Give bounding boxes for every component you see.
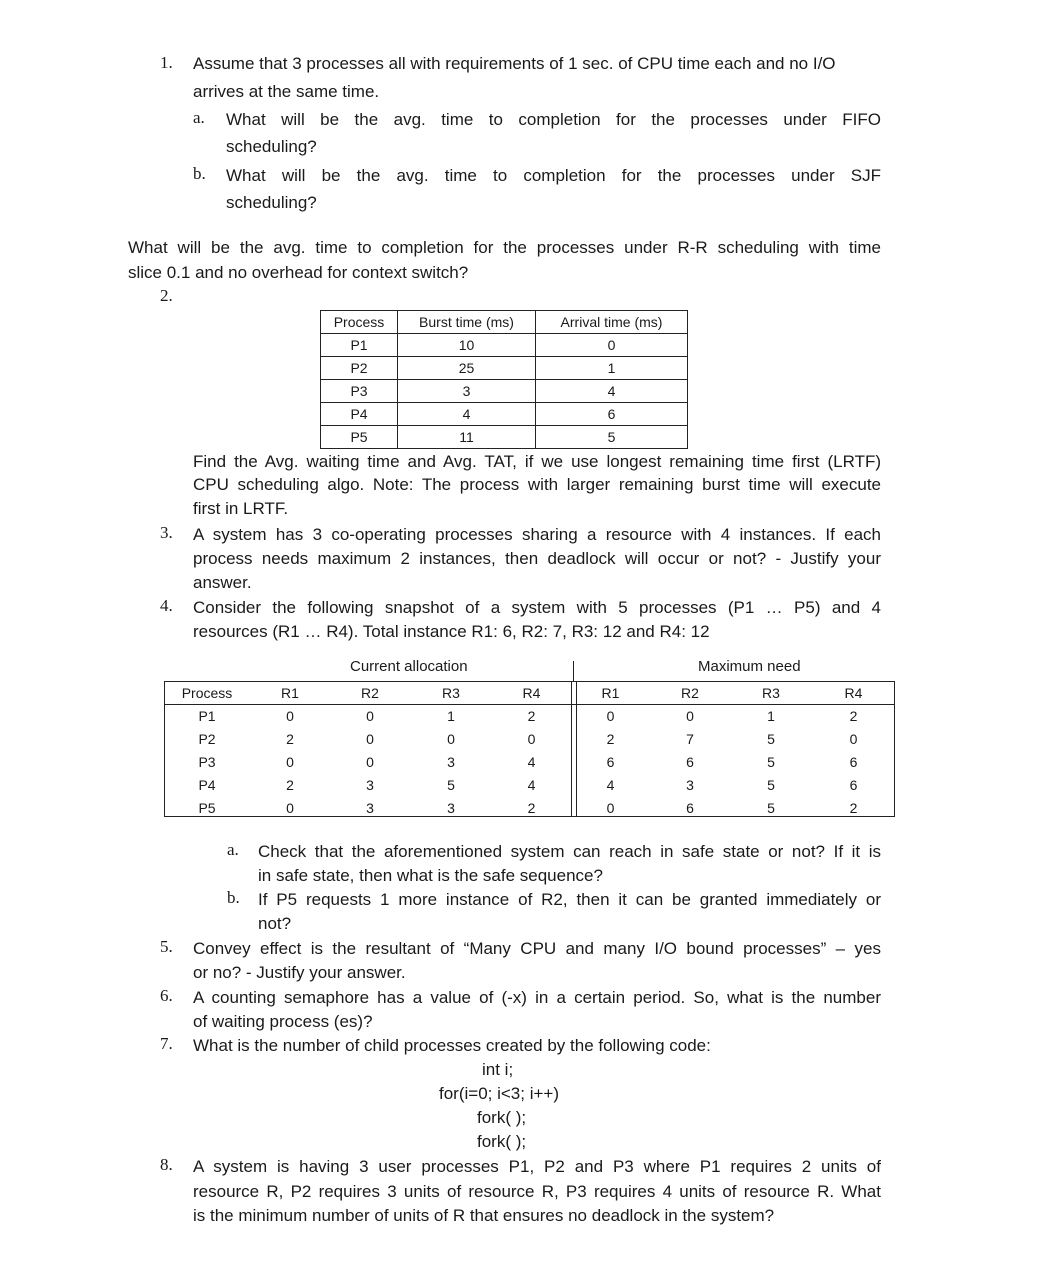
table-cell: 1 — [536, 357, 688, 380]
question-text: of waiting process (es)? — [193, 1012, 373, 1031]
table-cell: 6 — [849, 753, 858, 770]
table-cell: 3 — [398, 380, 536, 403]
table-cell: P4 — [198, 776, 216, 793]
table-cell: 2 — [527, 707, 536, 724]
table-header: R4 — [844, 684, 863, 701]
table-row — [321, 380, 688, 403]
table-cell: 6 — [606, 753, 615, 770]
table-cell: 2 — [606, 730, 615, 747]
table-header: R3 — [442, 684, 460, 701]
table-row — [321, 334, 688, 357]
question-text: If P5 requests 1 more instance of R2, then it can be granted immediately or — [258, 890, 881, 909]
table-cell: 3 — [447, 799, 455, 816]
table-cell: 1 — [767, 707, 775, 724]
table-cell: 0 — [286, 707, 294, 724]
table-header: R1 — [281, 684, 299, 701]
table-cell: 0 — [447, 730, 455, 747]
table-header: Burst time (ms) — [398, 311, 536, 334]
table-cell: 4 — [527, 753, 536, 770]
header-divider — [573, 661, 574, 681]
table-cell: 4 — [527, 776, 536, 793]
table-cell: 6 — [849, 776, 858, 793]
table-cell: P5 — [198, 799, 216, 816]
question-text: A system is having 3 user processes P1, P2 and P3 where P1 requires 2 units of — [193, 1157, 881, 1176]
question-text: arrives at the same time. — [193, 82, 380, 101]
table-cell: 0 — [686, 707, 694, 724]
sub-label: b. — [193, 164, 206, 183]
table-cell: 3 — [686, 776, 694, 793]
question-number: 3. — [160, 523, 173, 542]
sub-label: a. — [193, 108, 205, 127]
table-cell: 2 — [286, 730, 294, 747]
table-cell: 0 — [849, 730, 858, 747]
table-cell: 10 — [398, 334, 536, 357]
table-cell: 0 — [606, 707, 615, 724]
question-number: 8. — [160, 1155, 173, 1174]
table-cell: 6 — [536, 403, 688, 426]
table-row — [164, 796, 895, 819]
table-cell: 7 — [686, 730, 694, 747]
question-text: process needs maximum 2 instances, then deadlock will occur or not? - Justify your — [193, 549, 881, 568]
table-header-row — [321, 311, 688, 334]
question-number: 5. — [160, 937, 173, 956]
table-cell: 5 — [767, 730, 775, 747]
table-cell: P4 — [321, 403, 398, 426]
table-header: R1 — [601, 684, 620, 701]
table-cell: 3 — [366, 776, 374, 793]
table-row — [321, 357, 688, 380]
question-text: A counting semaphore has a value of (-x) in a certain period. So, what is the number — [193, 988, 881, 1007]
question-number: 7. — [160, 1034, 173, 1053]
table-cell: 5 — [536, 426, 688, 449]
table-header: Process — [181, 684, 233, 701]
table-cell: 3 — [366, 799, 374, 816]
table-cell: 6 — [686, 799, 694, 816]
question-text: scheduling? — [226, 193, 317, 212]
question-text: What will be the avg. time to completion for the processes under R-R scheduling with time — [128, 238, 881, 257]
table-header: Process — [321, 311, 398, 334]
table-cell: P3 — [321, 380, 398, 403]
table-cell: 4 — [606, 776, 615, 793]
table-row — [164, 704, 895, 727]
table-cell: 0 — [286, 799, 294, 816]
code-line: fork( ); — [477, 1108, 527, 1127]
question-number: 1. — [160, 53, 173, 72]
table-cell: P2 — [198, 730, 216, 747]
burst-time-table — [320, 310, 688, 449]
table-cell: 3 — [447, 753, 455, 770]
question-text: What will be the avg. time to completion for the processes under FIFO — [226, 110, 881, 129]
question-text: scheduling? — [226, 137, 317, 156]
maximum-need-label: Maximum need — [698, 658, 801, 675]
table-cell: 2 — [286, 776, 294, 793]
table-row — [321, 403, 688, 426]
table-cell: P2 — [321, 357, 398, 380]
question-text: Assume that 3 processes all with requirements of 1 sec. of CPU time each and no I/O — [193, 54, 836, 73]
table-cell: 5 — [447, 776, 455, 793]
question-text: resources (R1 … R4). Total instance R1: 6, R2: 7, R3: 12 and R4: 12 — [193, 622, 710, 641]
table-cell: 2 — [849, 707, 858, 724]
question-text: not? — [258, 914, 292, 933]
table-header: R2 — [361, 684, 379, 701]
sub-label: b. — [227, 888, 240, 907]
sub-label: a. — [227, 840, 239, 859]
table-row — [164, 750, 895, 773]
table-header: Arrival time (ms) — [536, 311, 688, 334]
question-text: slice 0.1 and no overhead for context switch? — [128, 263, 469, 282]
question-text: A system has 3 co-operating processes sharing a resource with 4 instances. If each — [193, 525, 881, 544]
table-cell: 5 — [767, 776, 775, 793]
question-text: What is the number of child processes created by the following code: — [193, 1036, 711, 1055]
table-cell: 5 — [767, 799, 775, 816]
table-cell: 0 — [606, 799, 615, 816]
question-text: first in LRTF. — [193, 499, 289, 518]
question-number: 4. — [160, 596, 173, 615]
table-cell: 5 — [767, 753, 775, 770]
current-allocation-label: Current allocation — [350, 658, 468, 675]
question-text: Find the Avg. waiting time and Avg. TAT, if we use longest remaining time first (LRTF) — [193, 452, 881, 471]
table-cell: P1 — [321, 334, 398, 357]
question-text: CPU scheduling algo. Note: The process with larger remaining burst time will execute — [193, 475, 881, 494]
resource-table — [164, 681, 895, 819]
table-cell: 2 — [527, 799, 536, 816]
table-cell: 4 — [398, 403, 536, 426]
table-row — [321, 426, 688, 449]
question-text: or no? - Justify your answer. — [193, 963, 406, 982]
table-header: R3 — [762, 684, 780, 701]
question-text: Consider the following snapshot of a system with 5 processes (P1 … P5) and 4 — [193, 598, 881, 617]
question-text: is the minimum number of units of R that ensures no deadlock in the system? — [193, 1206, 775, 1225]
table-cell: 0 — [366, 753, 374, 770]
table-cell: P5 — [321, 426, 398, 449]
table-cell: 6 — [686, 753, 694, 770]
table-cell: 0 — [366, 730, 374, 747]
code-line: fork( ); — [477, 1132, 527, 1151]
table-cell: 0 — [366, 707, 374, 724]
question-number: 2. — [160, 286, 173, 305]
question-text: in safe state, then what is the safe sequence? — [258, 866, 603, 885]
table-cell: 0 — [286, 753, 294, 770]
question-number: 6. — [160, 986, 173, 1005]
question-text: Convey effect is the resultant of “Many CPU and many I/O bound processes” – yes — [193, 939, 881, 958]
code-line: for(i=0; i<3; i++) — [439, 1084, 560, 1103]
table-cell: 0 — [536, 334, 688, 357]
table-cell: P1 — [198, 707, 216, 724]
table-cell: 2 — [849, 799, 858, 816]
table-cell: 25 — [398, 357, 536, 380]
question-text: Check that the aforementioned system can reach in safe state or not? If it is — [258, 842, 881, 861]
table-cell: P3 — [198, 753, 216, 770]
question-text: resource R, P2 requires 3 units of resource R, P3 requires 4 units of resource R. What — [193, 1182, 881, 1201]
table-header-row — [164, 681, 895, 704]
table-cell: 1 — [447, 707, 455, 724]
question-text: answer. — [193, 573, 252, 592]
table-header: R2 — [681, 684, 699, 701]
table-cell: 0 — [527, 730, 536, 747]
question-text: What will be the avg. time to completion for the processes under SJF — [226, 166, 881, 185]
table-cell: 4 — [536, 380, 688, 403]
table-row — [164, 727, 895, 750]
code-line: int i; — [482, 1060, 514, 1079]
table-row — [164, 773, 895, 796]
table-header: R4 — [522, 684, 541, 701]
table-cell: 11 — [398, 426, 536, 449]
